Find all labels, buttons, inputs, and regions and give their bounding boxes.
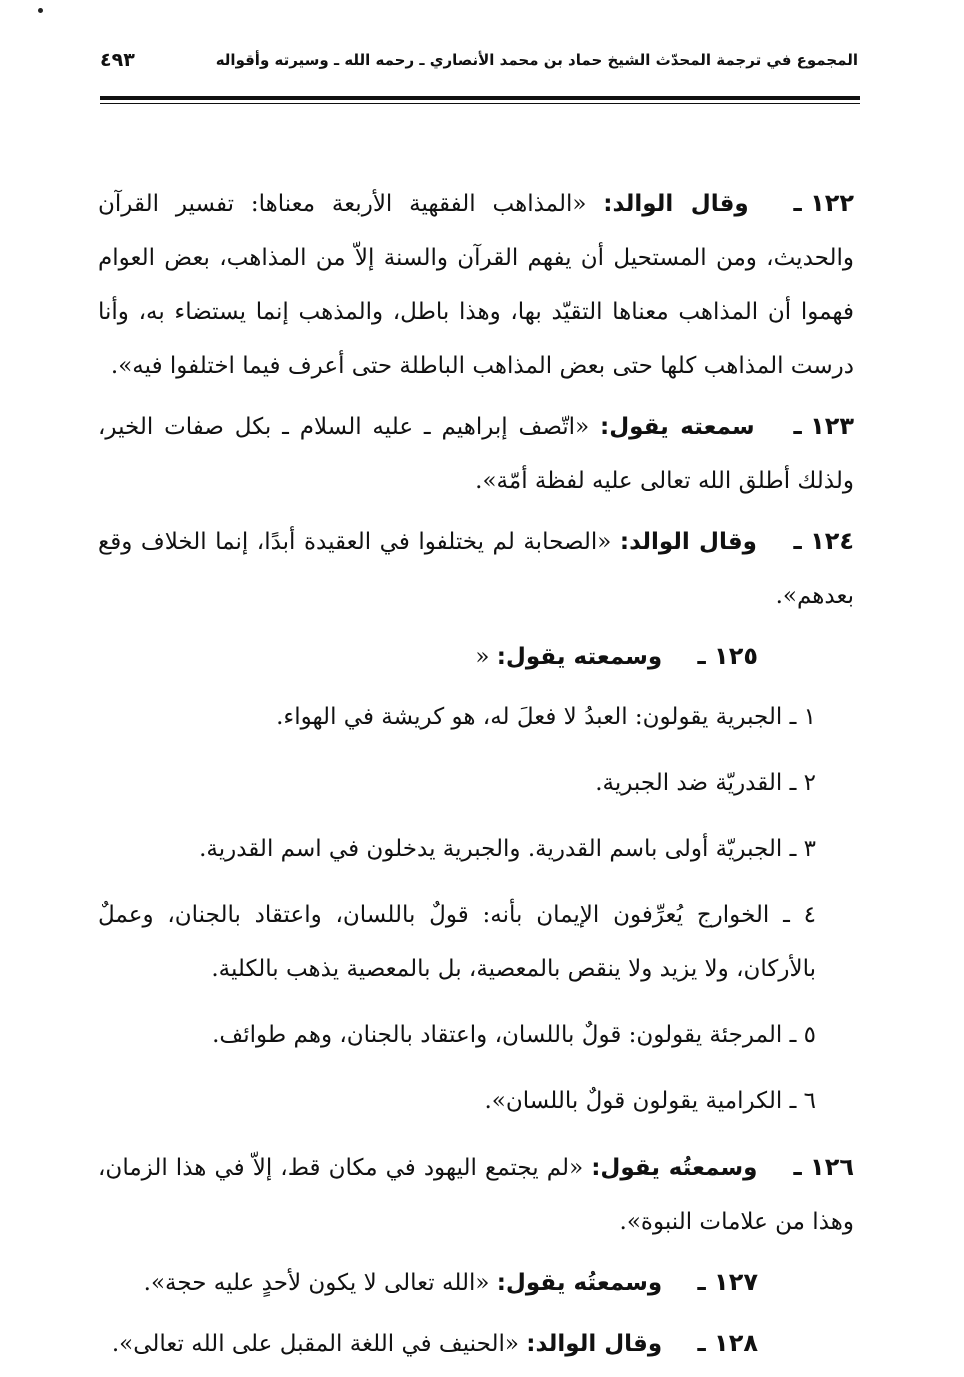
entry-122 <box>98 176 854 393</box>
entry-text: «الله تعالى لا يكون لأحدٍ عليه حجة». <box>143 1270 490 1296</box>
entry-number: ١٢٣ ـ <box>793 412 855 440</box>
entry-number: ١٢٨ ـ <box>697 1329 758 1357</box>
entry-text: « <box>475 644 490 670</box>
running-title: المجموع في ترجمة المحدّث الشيخ حماد بن محمد الأنصاري ـ رحمه الله ـ وسيرته وأقواله <box>215 51 858 69</box>
entry-speaker: وسمعتُه يقول: <box>591 1155 758 1181</box>
list-item: ٥ ـ المرجئة يقولون: قولٌ باللسان، واعتقاد بالجنان، وهم طوائف. <box>212 1022 816 1048</box>
entry-123 <box>98 399 854 508</box>
entry-speaker: وقال الوالد: <box>603 191 749 217</box>
entry-text: «الصحابة لم يختلفوا في العقيدة أبدًا، إنما الخلاف وقع بعدهم». <box>98 529 854 609</box>
entry-126 <box>98 1140 854 1249</box>
entry-number: ١٢٢ ـ <box>793 189 855 217</box>
page-number: ٤٩٣ <box>100 49 135 71</box>
page-body <box>98 176 854 1377</box>
entry-124 <box>98 514 854 623</box>
entry-speaker: سمعته يقول: <box>600 414 755 440</box>
scan-dot <box>38 8 43 13</box>
entry-speaker: وسمعته يقول: <box>496 644 663 670</box>
entry-127 <box>98 1255 758 1310</box>
entry-speaker: وقال الوالد: <box>526 1331 663 1357</box>
list-item: ٢ ـ القدريّة ضد الجبرية. <box>595 770 816 796</box>
list-item: ٤ ـ الخوارج يُعرِّفون الإيمان بأنه: قولٌ باللسان، واعتقاد بالجنان، وعملٌ بالأركان، ولا يزيد ولا ينقص بالمعصية، بل بالمعصية يذهب بالكلية. <box>98 902 816 982</box>
list-item: ١ ـ الجبرية يقولون: العبدُ لا فعلَ له، هو كريشة في الهواء. <box>276 704 816 730</box>
header-rule-thin <box>100 103 860 104</box>
page-header <box>100 42 858 78</box>
entry-128 <box>98 1316 758 1371</box>
header-rule-thick <box>100 96 860 100</box>
entry-number: ١٢٧ ـ <box>697 1268 758 1296</box>
entry-text: «لم يجتمع اليهود في مكان قط، إلاّ في هذا الزمان، وهذا من علامات النبوة». <box>98 1155 854 1235</box>
entry-text: «اتّصف إبراهيم ـ عليه السلام ـ بكل صفات الخير، ولذلك أطلق الله تعالى عليه لفظة أمّة». <box>98 414 854 494</box>
entry-number: ١٢٦ ـ <box>793 1153 854 1181</box>
entry-number: ١٢٥ ـ <box>697 642 758 670</box>
entry-text: «الحنيف في اللغة المقبل على الله تعالى». <box>111 1331 519 1357</box>
list-item: ٦ ـ الكرامية يقولون قولٌ باللسان». <box>484 1088 816 1114</box>
entry-text: «المذاهب الفقهية الأربعة معناها: تفسير القرآن والحديث، ومن المستحيل أن يفهم القرآن والسنة إلاّ من المذاهب، بعض العوام فهموا أن المذاهب معناها التقيّد بها، وهذا باطل، والمذهب إنما يستضاء به، وأنا درست المذاهب كلها حتى بعض المذاهب الباطلة حتى أعرف فيما اختلفوا فيه». <box>98 191 854 379</box>
list-item: ٣ ـ الجبريّة أولى باسم القدرية. والجبرية يدخلون في اسم القدرية. <box>199 836 816 862</box>
sect-list <box>98 690 816 1128</box>
entry-number: ١٢٤ ـ <box>793 527 855 555</box>
entry-speaker: وقال الوالد: <box>619 529 757 555</box>
entry-125 <box>98 629 758 684</box>
entry-speaker: وسمعتُه يقول: <box>496 1270 663 1296</box>
